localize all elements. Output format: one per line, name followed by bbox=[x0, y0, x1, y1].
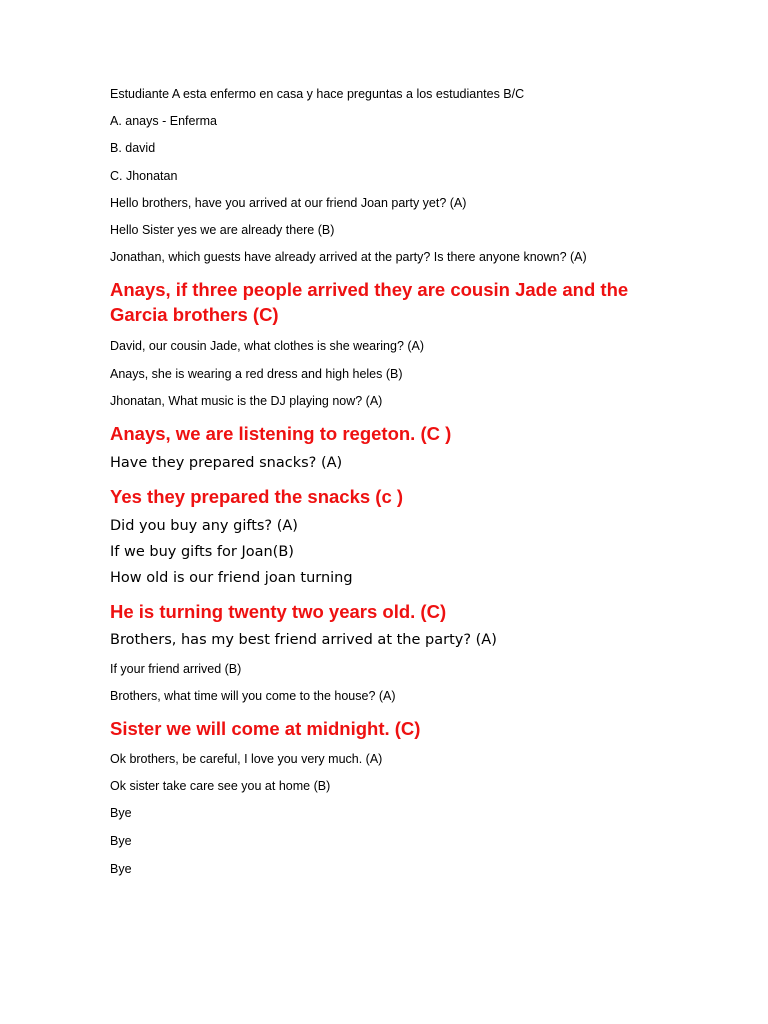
student-b-line: B. david bbox=[110, 141, 156, 155]
highlighted-answer-line: He is turning twenty two years old. (C) bbox=[110, 601, 447, 622]
dialogue-line: Brothers, has my best friend arrived at the party? (A) bbox=[110, 632, 497, 648]
dialogue-line: Brothers, what time will you come to the house? (A) bbox=[110, 689, 396, 703]
dialogue-line: Ok sister take care see you at home (B) bbox=[110, 779, 331, 793]
dialogue-line: Did you buy any gifts? (A) bbox=[110, 518, 298, 534]
student-a-line: A. anays - Enferma bbox=[110, 114, 217, 128]
highlighted-answer-line: Anays, we are listening to regeton. (C ) bbox=[110, 423, 452, 444]
dialogue-line: If your friend arrived (B) bbox=[110, 662, 242, 676]
dialogue-line: Hello brothers, have you arrived at our friend Joan party yet? (A) bbox=[110, 196, 467, 210]
dialogue-line: Jonathan, which guests have already arrived at the party? Is there anyone known? (A) bbox=[110, 250, 587, 264]
highlighted-answer-line: Sister we will come at midnight. (C) bbox=[110, 718, 421, 739]
dialogue-line: If we buy gifts for Joan(B) bbox=[110, 544, 294, 560]
student-c-line: C. Jhonatan bbox=[110, 169, 178, 183]
highlighted-answer-line: Anays, if three people arrived they are cousin Jade and the Garcia brothers (C) bbox=[110, 279, 629, 325]
farewell-line: Bye bbox=[110, 806, 132, 820]
dialogue-line: Anays, she is wearing a red dress and high heles (B) bbox=[110, 367, 403, 381]
farewell-line: Bye bbox=[110, 862, 132, 876]
dialogue-line: Have they prepared snacks? (A) bbox=[110, 455, 343, 471]
dialogue-line: David, our cousin Jade, what clothes is she wearing? (A) bbox=[110, 339, 425, 353]
dialogue-line: Ok brothers, be careful, I love you very much. (A) bbox=[110, 752, 383, 766]
dialogue-line: Hello Sister yes we are already there (B) bbox=[110, 223, 335, 237]
dialogue-line: How old is our friend joan turning bbox=[110, 570, 353, 586]
highlighted-answer-line: Yes they prepared the snacks (c ) bbox=[110, 486, 404, 507]
dialogue-line: Jhonatan, What music is the DJ playing now? (A) bbox=[110, 394, 383, 408]
intro-line: Estudiante A esta enfermo en casa y hace preguntas a los estudiantes B/C bbox=[110, 87, 525, 101]
farewell-line: Bye bbox=[110, 834, 132, 848]
